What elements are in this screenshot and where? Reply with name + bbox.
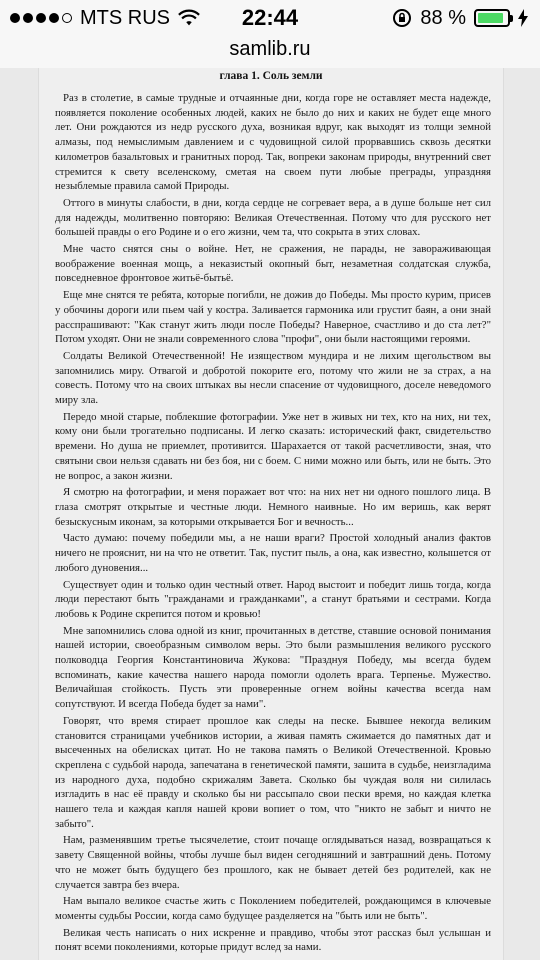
paragraph: Нам, разменявшим третье тысячелетие, стоит почаще оглядываться назад, возвращаться к завету Священной войны, чтобы лучше был виден сегодняшний и завтрашний день. Потому что не может быть будущего без прошлого, как не бывает детей без родителей, как не случается завтра без вчера. bbox=[55, 834, 491, 891]
paragraph: Мне часто снятся сны о войне. Нет, не сражения, не парады, не завораживающая воображение военная мощь, а неказистый окопный быт, незаметная солдатская служба, повседневное фронтовое житьё-бытьё. bbox=[55, 243, 491, 285]
status-right bbox=[392, 7, 528, 29]
address-bar[interactable] bbox=[0, 36, 540, 69]
battery-icon bbox=[474, 9, 510, 27]
paragraph: Нам выпало великое счастье жить с Поколением победителей, рождающимся в ключевые моменты судьбы России, когда само будущее разделяется на "быть или не быть". bbox=[55, 895, 491, 922]
paragraph: Еще мне снятся те ребята, которые погибли, не дожив до Победы. Мы просто курим, присев у обочины дороги или пьем чай у костра. Заливается гармоника или грустит баян, а они знай расспрашивают: "Как станут жить люди после Победы? Наверное, счастливо и до ста лет?" Потом уходят. Они не знали современного слова "профи", они были настоящими героями. bbox=[55, 289, 491, 346]
web-content bbox=[0, 68, 540, 960]
url-text[interactable]: samlib.ru bbox=[229, 38, 311, 60]
paragraph: Оттого в минуты слабости, в дни, когда сердце не согревает вера, а в душе больше нет сил для надежды, молитвенно повторяю: Великая Отечественная. Потому что для русского нет большей правды о его Родине и о его жизни, чем та, что сокрыта в этих словах. bbox=[55, 196, 491, 239]
paragraph: Говорят, что время стирает прошлое как следы на песке. Бывшее некогда великим становится страницами учебников истории, а живая память сжимается до памятных дат и высеченных на обелисках цитат. Но не такова память о Великой Отечественной. Кровью скреплена с судьбой народа, запечатана в генетической памяти, зашита в судьбе, неизгладима из народного духа, подобно скрижалям Завета. Сколько бы чуждая воля ни силилась изгладить в нас её правду и сколько бы ни рассыпало свои пески время, но каждая клетка нашего тела и каждая капля нашей крови вопиет о том, что "никто не забыт и ничто не забыто". bbox=[55, 714, 491, 830]
status-bar bbox=[0, 0, 540, 36]
paragraph: Я смотрю на фотографии, и меня поражает вот что: на них нет ни одного пошлого лица. В глаза смотрят открытые и честные люди. Немного наивные. Но им веришь, как верят безыскусным иконам, за которыми открывается Бог и вечность... bbox=[55, 486, 491, 528]
charging-bolt-icon bbox=[518, 9, 528, 27]
battery-nub bbox=[510, 15, 513, 22]
battery-fill bbox=[478, 13, 503, 23]
paragraph: Передо мной старые, поблекшие фотографии. Уже нет в живых ни тех, кто на них, ни тех, кому они были трогательно подписаны. И легко сказать: исторический факт, свидетельство времени. Но душа не приемлет, противится. Шарахается от такой расчетливости, зная, что святыни свои нельзя сдавать ни без боя, ни с боем. С ними можно или быть, или не быть. Это не вопрос, а закон жизни. bbox=[55, 410, 491, 482]
paragraph: Мне запомнились слова одной из книг, прочитанных в детстве, ставшие основой понимания нашей истории, своеобразным символом веры. Это были размышления великого русского полководца Георгия Константиновича Жукова: "Празднуя Победу, мы всегда будем вспоминать, какие качества нашего народа помогли одолеть врага. Терпенье. Мужество. Величайшая стойкость. Пусть эти проверенные огнем войны качества всегда нам сопутствуют. И всегда Победа будет за нами". bbox=[55, 624, 491, 711]
status-time: 22:44 bbox=[241, 5, 299, 30]
paragraph: Существует один и только один честный ответ. Народ выстоит и победит лишь тогда, когда люди перестают быть "гражданами и гражданками", а станут братьями и сестрами. Когда любовь к Родине скрепится потом и кровью! bbox=[55, 578, 491, 620]
paragraph: Великая честь написать о них искренне и правдиво, чтобы этот рассказ был услышан и понят всеми поколениями, которые придут вслед за нами. bbox=[55, 926, 491, 954]
paragraph: Раз в столетие, в самые трудные и отчаянные дни, когда горе не оставляет места надежде, появляется поколение особенных людей, каких не было до них и каких не будет еще много лет. Они рождаются из недр русского духа, возникая вдруг, как выходят из толщи земной алмазы, под немыслимым давлением и с чудовищной силой прорвавшись сквозь десятки километров базальтовых и гранитных пород. Так, вопреки законам природы, внутренний свет стремится к свету вселенскому, сметая на своем пути любые преграды, упраздняя незыблемые правила самой Природы. bbox=[55, 92, 491, 193]
paragraph: Часто думаю: почему победили мы, а не наши враги? Простой холодный анализ фактов ничего не прояснит, ни на что не ответит. Так, пустит пыль, а она, как известно, колышется от любого дуновения... bbox=[55, 532, 491, 574]
carrier-name: MTS RUS bbox=[80, 6, 170, 29]
rotation-lock-icon bbox=[392, 8, 412, 28]
chapter-title: глава 1. Соль земли bbox=[219, 70, 323, 82]
battery-percent: 88 % bbox=[420, 6, 466, 29]
document-body bbox=[39, 91, 503, 955]
paragraph: Солдаты Великой Отечественной! Не изяществом мундира и не лихим щегольством вы запомнились миру. Отвагой и добротой покорите его, потому что жили не за страх, а на совесть. Потому что на своих штыках вы несли спасение от чудовищного, доселе неведомого миру зла. bbox=[55, 349, 491, 407]
document-page bbox=[38, 68, 504, 960]
